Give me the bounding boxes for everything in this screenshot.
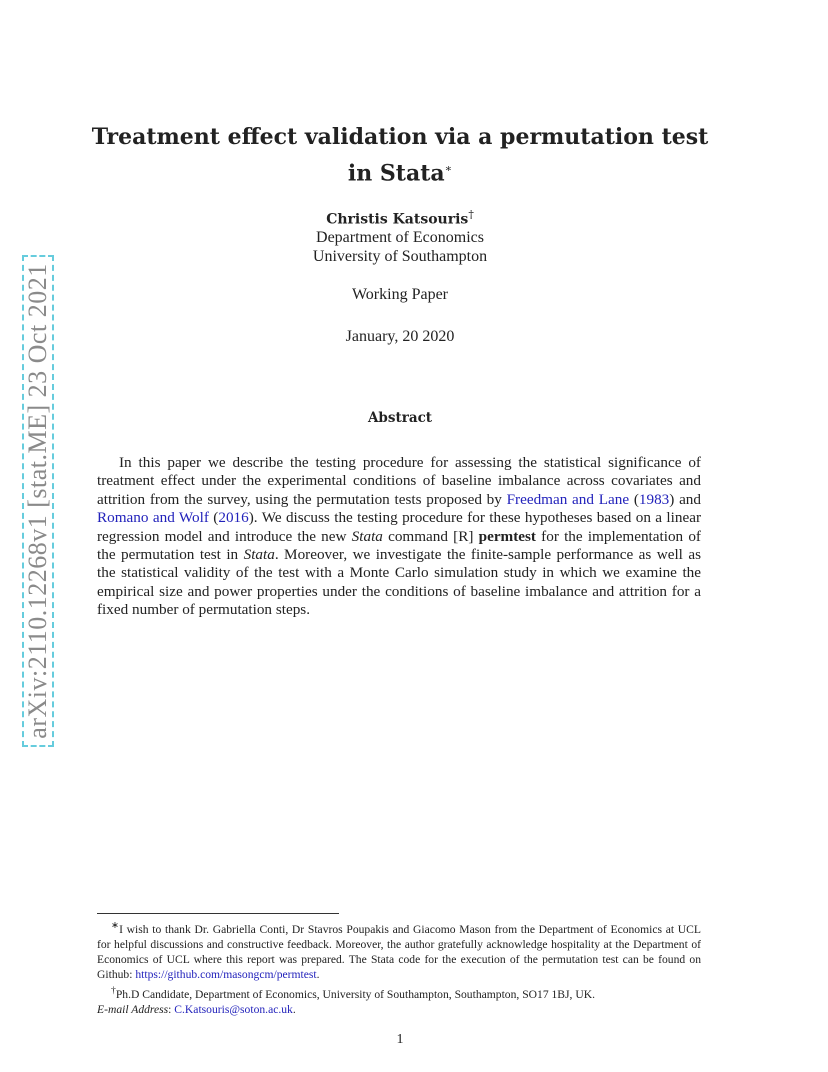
footnotes [97,918,701,1017]
abstract-text-1: In this paper we describe the testing procedure for assessing the statistical significance of treatment effect under the experimental conditions of baseline imbalance across covariates and attrition from the survey, using the permutation tests proposed by [97,454,701,508]
email-link[interactable]: C.Katsouris@soton.ac.uk [174,1002,293,1016]
footnote-1 [97,918,701,983]
footnote-1-marker: ∗ [111,920,120,931]
author-department: Department of Economics [316,229,484,246]
footnote-2-text: Ph.D Candidate, Department of Economics, University of Southampton, Southampton, SO17 1BJ, UK. [115,987,595,1001]
citation-romano-wolf[interactable]: Romano and Wolf [97,509,209,527]
footnote-divider [97,913,339,914]
page-number: 1 [396,1032,404,1047]
author-name-text: Christis Katsouris [326,211,469,228]
email-label: E-mail Address [97,1002,169,1016]
abstract-and: and [674,490,701,508]
footnote-2 [97,983,701,1002]
author-university: University of Southampton [312,248,488,265]
abstract-text-5: . Moreover, we investigate the finite-sample performance as well as the statistical validity of the test with a Monte Carlo simulation study in which we examine the empirical size and power properties under the conditions of baseline imbalance and attrition for a fixed number of permutation steps. [97,546,701,619]
github-link[interactable]: https://github.com/masongcm/permtest [135,968,317,982]
paper-title [90,122,710,189]
abstract-text-3: command [R] [382,527,479,545]
citation-close-1: ) [669,490,675,508]
citation-freedman-lane[interactable]: Freedman and Lane [506,490,630,508]
paper-title-text: Treatment effect validation via a permutation test in Stata [91,124,709,187]
abstract-text-4: for the implementation of the permutation test in [97,527,701,564]
footnote-1-end: . [316,968,320,982]
email-end: . [292,1002,296,1016]
footnote-2-marker: † [111,984,116,996]
paper-date: January, 20 2020 [345,328,455,345]
working-paper-label: Working Paper [351,286,449,303]
abstract-command-permtest: permtest [478,527,536,545]
footnote-1-text: I wish to thank Dr. Gabriella Conti, Dr Stavros Poupakis and Giacomo Mason from the Department of Economics at UCL for helpful discussions and constructive feedback. Moreover, the author gratefully acknowledge hospitality at the Department of Economics of UCL where this report was prepared. The Stata code for the execution of the permutation test can be found on Github: [97,922,701,982]
citation-open-2: ( [208,509,219,527]
title-footnote-marker: ∗ [444,162,453,175]
footnote-email-line [97,1002,701,1017]
abstract-stata-2: Stata [243,546,275,564]
abstract-stata-1: Stata [351,527,383,545]
author-name [200,208,600,228]
email-separator: : [168,1002,175,1016]
citation-year-1983[interactable]: 1983 [638,490,670,508]
abstract-body [97,454,701,620]
arxiv-identifier: arXiv:2110.12268v1 [stat.ME] 23 Oct 2021 [23,263,52,739]
citation-close-2: ) [248,509,254,527]
citation-open-1: ( [629,490,639,508]
author-footnote-marker: † [468,208,474,221]
abstract-text-2: . We discuss the testing procedure for these hypotheses based on a linear regression model and introduce the new [97,509,702,545]
abstract-heading: Abstract [367,410,433,426]
citation-year-2016[interactable]: 2016 [218,509,249,527]
